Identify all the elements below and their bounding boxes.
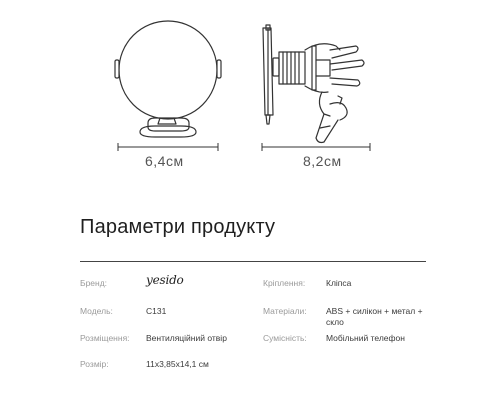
spec-value-materials: ABS + силікон + метал + скло (326, 306, 423, 327)
spec-label-compatibility: Сумісність: (263, 333, 307, 343)
side-view-drawing (263, 25, 364, 143)
spec-label-materials: Матеріали: (263, 306, 307, 316)
spec-value-mounting: Кліпса (326, 278, 352, 288)
spec-label-mounting: Кріплення: (263, 278, 306, 288)
spec-value-compatibility: Мобільний телефон (326, 333, 405, 343)
width-dimension-label: 6,4см (145, 153, 184, 169)
spec-grid (80, 270, 426, 390)
dimension-line-width (118, 143, 218, 151)
dimension-line-depth (262, 143, 370, 151)
brand-logo: yesido (146, 273, 184, 287)
spec-label-model: Модель: (80, 306, 113, 316)
depth-dimension-label: 8,2см (303, 153, 342, 169)
spec-label-brand: Бренд: (80, 278, 108, 288)
spec-value-size: 11х3,85х14,1 см (146, 359, 209, 369)
section-divider (80, 261, 426, 262)
section-title: Параметри продукту (80, 216, 276, 238)
spec-value-placement: Вентиляційний отвір (146, 333, 227, 343)
spec-value-model: C131 (146, 306, 167, 316)
front-view-drawing (115, 21, 221, 137)
spec-label-placement: Розміщення: (80, 333, 130, 343)
spec-label-size: Розмір: (80, 359, 109, 369)
